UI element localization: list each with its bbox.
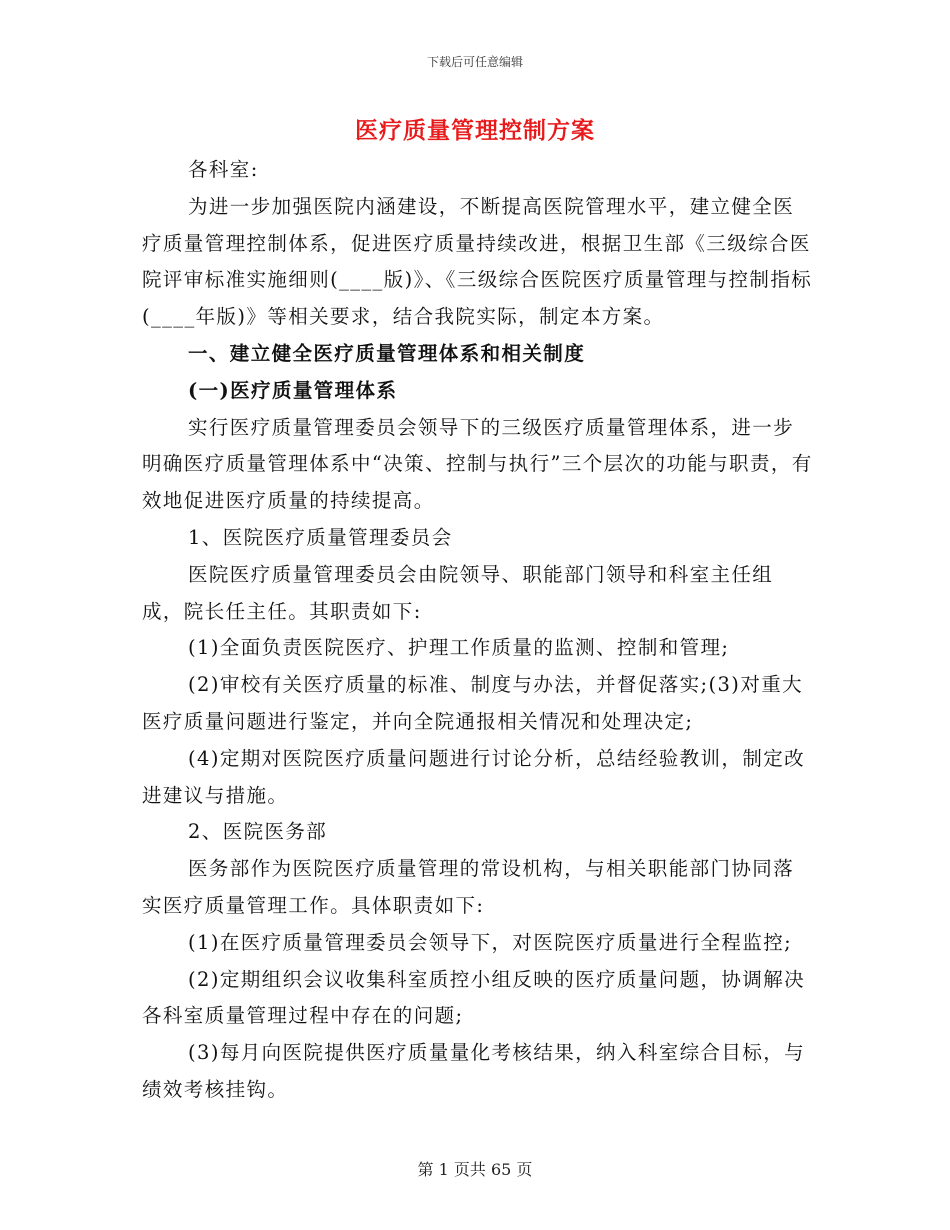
- document-body: [142, 152, 814, 1109]
- body-paragraph: 医务部作为医院医疗质量管理的常设机构，与相关职能部门协同落实医疗质量管理工作。具体职责如下:: [142, 857, 795, 917]
- item-heading-2: 2、医院医务部: [188, 820, 328, 844]
- list-item: (2)定期组织会议收集科室质控小组反映的医疗质量问题，协调解决各科室质量管理过程中存在的问题;: [142, 967, 806, 1028]
- intro-paragraph: 为进一步加强医院内涵建设，不断提高医院管理水平，建立健全医疗质量管理控制体系，促进医疗质量持续改进，根据卫生部《三级综合医院评审标准实施细则(____版)》、《三级综合医院医疗质量管理与控制指标(____年版)》等相关要求，结合我院实际，制定本方案。: [142, 194, 813, 329]
- section-heading-1: 一、建立健全医疗质量管理体系和相关制度: [188, 341, 586, 365]
- list-item: (1)在医疗质量管理委员会领导下，对医院医疗质量进行全程监控;: [188, 930, 793, 954]
- page-footer: 第 1 页共 65 页: [417, 1160, 533, 1179]
- list-item: (2)审校有关医疗质量的标准、制度与办法，并督促落实;(3)对重大医疗质量问题进行鉴定，并向全院通报相关情况和处理决定;: [142, 673, 804, 733]
- list-item: (3)每月向医院提供医疗质量量化考核结果，纳入科室综合目标，与绩效考核挂钩。: [142, 1041, 806, 1101]
- list-item: (1)全面负责医院医疗、护理工作质量的监测、控制和管理;: [188, 636, 730, 660]
- body-paragraph: 实行医疗质量管理委员会领导下的三级医疗质量管理体系，进一步明确医疗质量管理体系中“决策、控制与执行”三个层次的功能与职责，有效地促进医疗质量的持续提高。: [142, 415, 813, 513]
- header-note: 下载后可任意编辑: [426, 55, 523, 69]
- subsection-heading-1: (一)医疗质量管理体系: [188, 378, 398, 402]
- body-paragraph: 医院医疗质量管理委员会由院领导、职能部门领导和科室主任组成，院长任主任。其职责如下:: [142, 562, 774, 623]
- list-item: (4)定期对医院医疗质量问题进行讨论分析，总结经验教训，制定改进建议与措施。: [142, 746, 806, 807]
- document-title: 医疗质量管理控制方案: [355, 117, 595, 144]
- item-heading-1: 1、医院医疗质量管理委员会: [188, 525, 453, 549]
- salutation: 各科室:: [188, 158, 259, 181]
